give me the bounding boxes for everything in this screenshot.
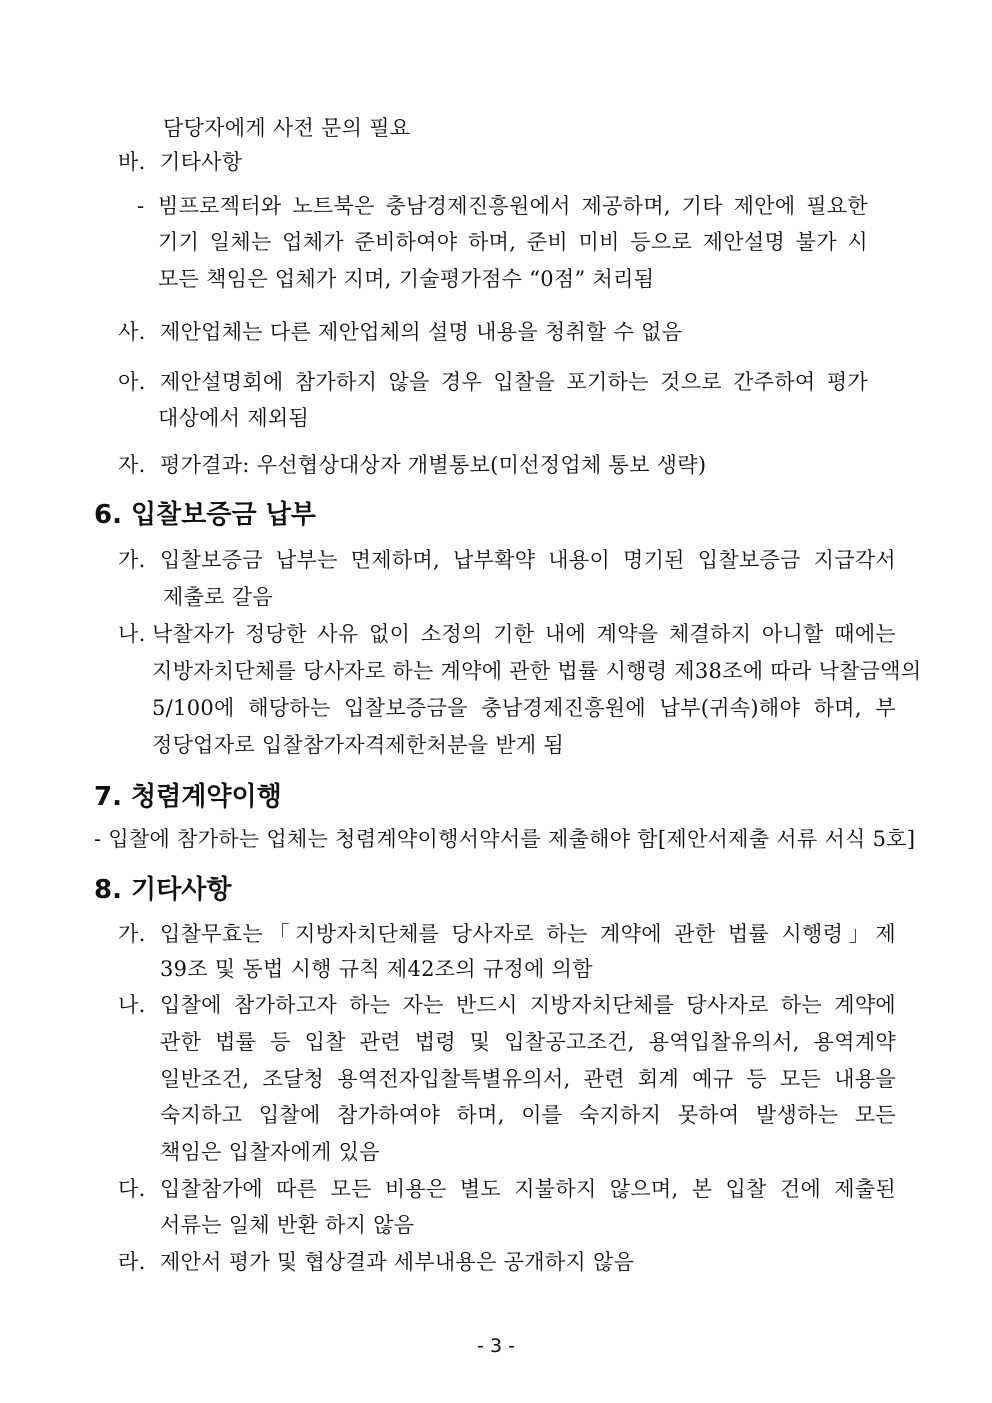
item-text-line: 낙찰자가 정당한 사유 없이 소정의 기한 내에 계약을 체결하지 아니할 때에는 <box>152 622 896 646</box>
item-text-line: - 입찰에 참가하는 업체는 청렴계약이행서약서를 제출해야 함[제안서제출 서류 서식 5호] <box>94 827 916 851</box>
section-heading: 8. 기타사항 <box>94 875 232 905</box>
item-marker: 가. <box>118 922 146 946</box>
item-text-line: 대상에서 제외됨 <box>158 406 310 430</box>
section-heading: 7. 청렴계약이행 <box>94 782 282 812</box>
item-text-line: 제출로 갈음 <box>163 585 273 609</box>
item-text-line: 입찰무효는「지방자치단체를 당사자로 하는 계약에 관한 법률 시행령」제 <box>160 922 896 946</box>
item-text: 제안서 평가 및 협상결과 세부내용은 공개하지 않음 <box>160 1250 635 1274</box>
item-text-line: 입찰에 참가하고자 하는 자는 반드시 지방자치단체를 당사자로 하는 계약에 <box>160 993 896 1017</box>
item-text: 제안업체는 다른 제안업체의 설명 내용을 청취할 수 없음 <box>160 320 683 344</box>
item-marker: 나. <box>118 622 146 646</box>
item-text-line: 기기 일체는 업체가 준비하여야 하며, 준비 미비 등으로 제안설명 불가 시 <box>158 230 868 254</box>
item-text-line: 일반조건, 조달청 용역전자입찰특별유의서, 관련 회계 예규 등 모든 내용을 <box>160 1067 896 1091</box>
continued-text: 담당자에게 사전 문의 필요 <box>163 116 411 140</box>
item-text-line: 빔프로젝터와 노트북은 충남경제진흥원에서 제공하며, 기타 제안에 필요한 <box>158 194 868 218</box>
item-text-line: 모든 책임은 업체가 지며, 기술평가점수 “0점” 처리됨 <box>158 267 655 291</box>
item-text-line: 지방자치단체를 당사자로 하는 계약에 관한 법률 시행령 제38조에 따라 낙찰금액의 <box>152 659 922 683</box>
section-heading: 6. 입찰보증금 납부 <box>94 500 316 530</box>
item-marker: 아. <box>118 370 146 394</box>
item-marker: 라. <box>118 1250 146 1274</box>
item-marker: 다. <box>118 1177 146 1201</box>
item-text-line: 제안설명회에 참가하지 않을 경우 입찰을 포기하는 것으로 간주하여 평가 <box>160 370 868 394</box>
item-text: 평가결과: 우선협상대상자 개별통보(미선정업체 통보 생략) <box>160 453 707 477</box>
item-text-line: 39조 및 동법 시행 규칙 제42조의 규정에 의함 <box>160 957 593 981</box>
item-text-line: 숙지하고 입찰에 참가하여야 하며, 이를 숙지하지 못하여 발생하는 모든 <box>160 1103 896 1127</box>
dash-marker: - <box>137 194 145 218</box>
item-text-line: 관한 법률 등 입찰 관련 법령 및 입찰공고조건, 용역입찰유의서, 용역계약 <box>160 1030 896 1054</box>
item-text-line: 정당업자로 입찰참가자격제한처분을 받게 됨 <box>152 733 565 757</box>
item-text-line: 책임은 입찰자에게 있음 <box>160 1140 380 1164</box>
item-text: 기타사항 <box>160 150 243 174</box>
item-marker: 사. <box>118 320 146 344</box>
page-number: - 3 - <box>477 1335 515 1357</box>
item-text-line: 입찰참가에 따른 모든 비용은 별도 지불하지 않으며, 본 입찰 건에 제출된 <box>160 1177 896 1201</box>
item-text-line: 입찰보증금 납부는 면제하며, 납부확약 내용이 명기된 입찰보증금 지급각서 <box>160 548 896 572</box>
item-marker: 자. <box>118 453 146 477</box>
item-marker: 가. <box>118 548 146 572</box>
item-text-line: 서류는 일체 반환 하지 않음 <box>160 1213 415 1237</box>
item-marker: 바. <box>118 150 146 174</box>
item-text-line: 5/100에 해당하는 입찰보증금을 충남경제진흥원에 납부(귀속)해야 하며, 부 <box>152 696 896 720</box>
item-marker: 나. <box>118 993 146 1017</box>
